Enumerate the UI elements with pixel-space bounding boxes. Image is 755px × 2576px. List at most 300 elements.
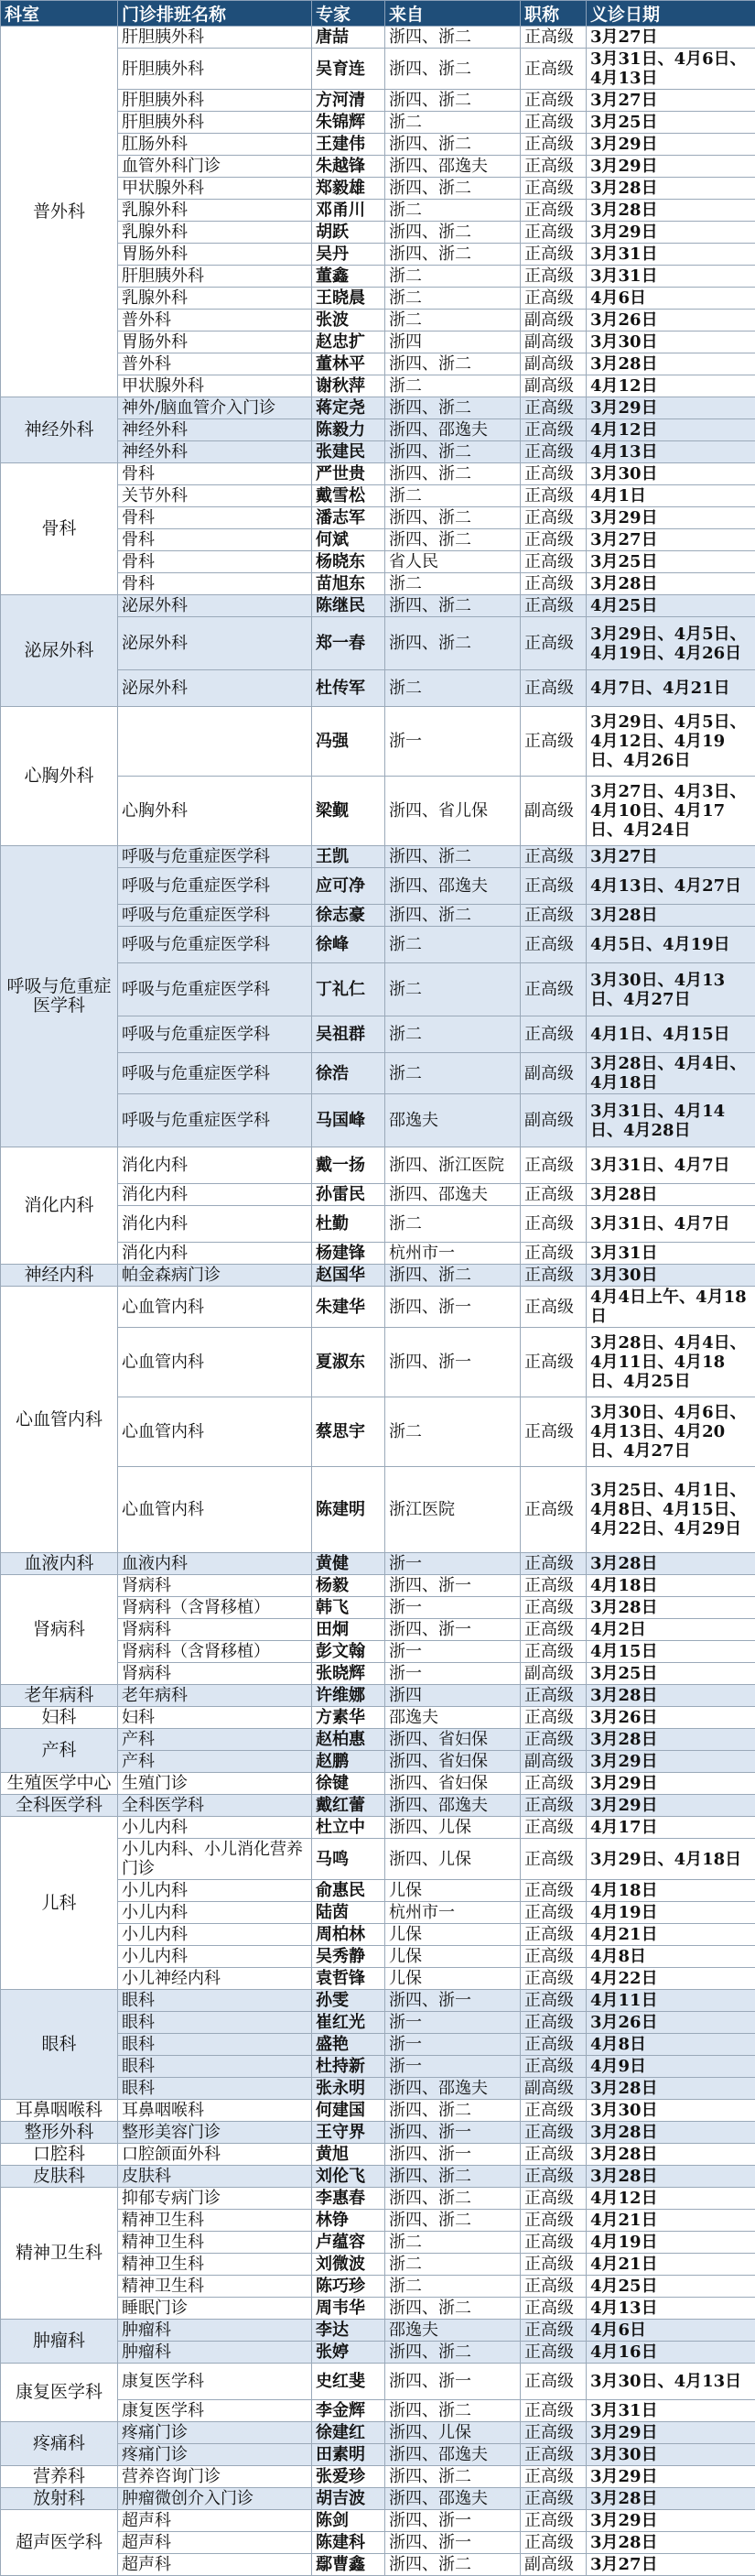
clinic-cell: 呼吸与危重症医学科 [118,927,312,963]
expert-cell: 朱越锋 [312,156,385,178]
expert-cell: 蔡思宇 [312,1397,385,1467]
from-cell: 杭州市一 [385,1243,521,1265]
date-cell: 4月15日 [587,1641,755,1663]
date-cell: 4月22日 [587,1968,755,1990]
from-cell: 浙四、儿保 [385,1839,521,1880]
clinic-cell: 口腔颌面外科 [118,2144,312,2166]
title-cell: 正高级 [521,2466,587,2488]
from-cell: 浙二 [385,1053,521,1094]
from-cell: 浙四、浙二 [385,441,521,463]
title-cell: 正高级 [521,868,587,905]
date-cell: 4月13日 [587,441,755,463]
department-cell: 产科 [1,1729,118,1773]
clinic-cell: 乳腺外科 [118,222,312,244]
date-cell: 3月25日 [587,1663,755,1685]
clinic-cell: 超声科 [118,2554,312,2576]
date-cell: 4月18日 [587,1880,755,1902]
clinic-cell: 妇科 [118,1707,312,1729]
expert-cell: 冯强 [312,707,385,777]
from-cell: 浙一 [385,707,521,777]
clinic-cell [118,707,312,777]
table-row [1,2100,755,2122]
from-cell: 浙二 [385,670,521,707]
date-cell: 3月29日、4月5日、4月12日、4月19日、4月26日 [587,707,755,777]
clinic-cell: 消化内科 [118,1147,312,1184]
title-cell: 正高级 [521,2166,587,2188]
clinic-cell: 肝胆胰外科 [118,266,312,288]
from-cell: 邵逸夫 [385,1094,521,1147]
date-cell: 3月28日 [587,1597,755,1619]
expert-cell: 蒋定尧 [312,397,385,419]
date-cell: 3月26日 [587,2012,755,2034]
from-cell: 浙四、浙二 [385,846,521,868]
title-cell: 正高级 [521,2342,587,2364]
expert-cell: 林铮 [312,2210,385,2232]
expert-cell: 周柏林 [312,1924,385,1946]
department-cell: 神经外科 [1,397,118,463]
expert-cell: 杜持新 [312,2056,385,2078]
date-cell: 4月8日 [587,1946,755,1968]
date-cell: 3月29日、4月5日、4月19日、4月26日 [587,617,755,670]
department-cell: 精神卫生科 [1,2188,118,2320]
title-cell: 正高级 [521,905,587,927]
title-cell: 正高级 [521,1990,587,2012]
date-cell: 3月29日、4月18日 [587,1839,755,1880]
clinic-cell: 骨科 [118,573,312,595]
department-cell: 整形外科 [1,2122,118,2144]
title-cell: 副高级 [521,332,587,353]
table-row [1,2510,755,2532]
table-row [1,1575,755,1597]
from-cell: 浙四、浙一 [385,2144,521,2166]
expert-cell: 王建伟 [312,134,385,156]
clinic-cell: 胃肠外科 [118,332,312,353]
from-cell: 浙四、浙一 [385,2532,521,2554]
expert-cell: 戴一扬 [312,1147,385,1184]
date-cell: 3月31日、4月7日 [587,1147,755,1184]
date-cell: 3月29日 [587,1795,755,1817]
date-cell: 3月27日 [587,846,755,868]
clinic-cell: 呼吸与危重症医学科 [118,1016,312,1053]
title-cell: 正高级 [521,463,587,485]
expert-cell: 陈建科 [312,2532,385,2554]
date-cell: 4月1日、4月15日 [587,1016,755,1053]
date-cell: 3月28日 [587,1729,755,1751]
title-cell: 正高级 [521,2276,587,2298]
expert-cell: 苗旭东 [312,573,385,595]
from-cell: 浙一 [385,2034,521,2056]
header-clinic: 门诊排班名称 [118,1,312,27]
expert-cell: 王凯 [312,846,385,868]
clinic-cell: 眼科 [118,1990,312,2012]
from-cell: 浙一 [385,1553,521,1575]
table-row [1,1287,755,1328]
title-cell: 正高级 [521,134,587,156]
clinic-cell: 甲状腺外科 [118,375,312,397]
expert-cell: 张建民 [312,441,385,463]
expert-cell: 杨晓东 [312,551,385,573]
title-cell: 副高级 [521,777,587,846]
date-cell: 3月31日 [587,2400,755,2422]
clinic-cell: 神经外科 [118,441,312,463]
clinic-cell: 康复医学科 [118,2400,312,2422]
title-cell: 正高级 [521,1839,587,1880]
department-cell: 神经内科 [1,1265,118,1287]
department-cell: 全科医学科 [1,1795,118,1817]
expert-cell: 徐志豪 [312,905,385,927]
clinic-cell: 肛肠外科 [118,134,312,156]
title-cell: 副高级 [521,2078,587,2100]
from-cell: 浙四、浙二 [385,222,521,244]
title-cell: 正高级 [521,2510,587,2532]
table-row [1,846,755,868]
clinic-cell: 关节外科 [118,485,312,507]
clinic-cell: 精神卫生科 [118,2276,312,2298]
expert-cell: 马鸣 [312,1839,385,1880]
title-cell: 正高级 [521,1287,587,1328]
clinic-cell: 肝胆胰外科 [118,49,312,90]
from-cell: 浙四、浙二 [385,2100,521,2122]
department-cell: 超声医学科 [1,2510,118,2576]
title-cell: 正高级 [521,2364,587,2400]
expert-cell: 严世贵 [312,463,385,485]
clinic-cell: 骨科 [118,463,312,485]
expert-cell: 胡跃 [312,222,385,244]
from-cell: 浙二 [385,200,521,222]
from-cell: 浙四、省儿保 [385,777,521,846]
expert-cell: 陈继民 [312,595,385,617]
clinic-cell: 肿瘤科 [118,2342,312,2364]
from-cell: 浙二 [385,927,521,963]
department-cell: 皮肤科 [1,2166,118,2188]
expert-cell: 杜勤 [312,1206,385,1243]
title-cell: 副高级 [521,375,587,397]
department-cell: 消化内科 [1,1147,118,1265]
date-cell: 3月29日 [587,2510,755,2532]
title-cell: 正高级 [521,244,587,266]
from-cell: 浙四、浙二 [385,905,521,927]
date-cell: 3月27日、4月3日、4月10日、4月17日、4月24日 [587,777,755,846]
from-cell: 浙一 [385,1597,521,1619]
title-cell: 正高级 [521,670,587,707]
date-cell: 3月28日 [587,2488,755,2510]
date-cell: 4月16日 [587,2342,755,2364]
expert-cell: 彭文翰 [312,1641,385,1663]
title-cell: 正高级 [521,1265,587,1287]
from-cell: 浙四、浙二 [385,2210,521,2232]
expert-cell: 杜传军 [312,670,385,707]
expert-cell: 何斌 [312,529,385,551]
title-cell: 正高级 [521,1946,587,1968]
title-cell: 正高级 [521,200,587,222]
date-cell: 4月12日 [587,375,755,397]
from-cell: 浙四、浙二 [385,2342,521,2364]
clinic-cell: 乳腺外科 [118,288,312,310]
from-cell: 浙四、浙一 [385,2122,521,2144]
title-cell: 正高级 [521,222,587,244]
clinic-cell: 消化内科 [118,1206,312,1243]
from-cell: 浙四、浙二 [385,617,521,670]
title-cell: 正高级 [521,573,587,595]
date-cell: 4月7日、4月21日 [587,670,755,707]
title-cell: 正高级 [521,1467,587,1553]
clinic-cell: 血管外科门诊 [118,156,312,178]
title-cell: 正高级 [521,1641,587,1663]
from-cell: 浙二 [385,2276,521,2298]
from-cell: 浙四、浙二 [385,595,521,617]
department-cell: 生殖医学中心 [1,1773,118,1795]
title-cell: 正高级 [521,1707,587,1729]
expert-cell: 董林平 [312,353,385,375]
date-cell: 3月27日 [587,2554,755,2576]
date-cell: 3月28日 [587,200,755,222]
date-cell: 3月29日 [587,1773,755,1795]
expert-cell: 郑一春 [312,617,385,670]
from-cell: 儿保 [385,1968,521,1990]
expert-cell: 杨毅 [312,1575,385,1597]
date-cell: 3月29日 [587,2422,755,2444]
from-cell: 浙二 [385,310,521,332]
clinic-cell: 疼痛门诊 [118,2422,312,2444]
clinic-cell: 消化内科 [118,1184,312,1206]
title-cell: 正高级 [521,49,587,90]
from-cell: 儿保 [385,1880,521,1902]
title-cell: 副高级 [521,1053,587,1094]
date-cell: 4月2日 [587,1619,755,1641]
clinic-cell: 骨科 [118,529,312,551]
date-cell: 3月26日 [587,310,755,332]
clinic-cell: 神经外科 [118,419,312,441]
table-row [1,1990,755,2012]
expert-cell: 戴红蕾 [312,1795,385,1817]
title-cell: 副高级 [521,353,587,375]
from-cell: 浙四、邵逸夫 [385,156,521,178]
clinic-cell: 甲状腺外科 [118,178,312,200]
expert-cell: 黄健 [312,1553,385,1575]
clinic-cell: 骨科 [118,551,312,573]
date-cell: 3月29日 [587,397,755,419]
expert-cell: 丁礼仁 [312,963,385,1016]
from-cell: 浙二 [385,288,521,310]
date-cell: 4月5日、4月19日 [587,927,755,963]
expert-cell: 张婷 [312,2342,385,2364]
clinic-cell: 肿瘤科 [118,2320,312,2342]
clinic-cell: 帕金森病门诊 [118,1265,312,1287]
clinic-cell: 眼科 [118,2056,312,2078]
expert-cell: 黄旭 [312,2144,385,2166]
clinic-cell: 肾病科（含肾移植） [118,1597,312,1619]
expert-cell: 张波 [312,310,385,332]
from-cell: 浙四、省妇保 [385,1751,521,1773]
title-cell: 正高级 [521,1924,587,1946]
date-cell: 4月6日 [587,288,755,310]
department-cell: 康复医学科 [1,2364,118,2422]
table-row [1,1795,755,1817]
table-row [1,2488,755,2510]
title-cell: 正高级 [521,419,587,441]
from-cell: 浙二 [385,1397,521,1467]
header-title: 职称 [521,1,587,27]
clinic-cell: 心血管内科 [118,1397,312,1467]
expert-cell: 应可净 [312,868,385,905]
clinic-cell: 超声科 [118,2510,312,2532]
expert-cell: 朱建华 [312,1287,385,1328]
expert-cell: 朱锦辉 [312,112,385,134]
from-cell: 浙四、省妇保 [385,1773,521,1795]
expert-cell: 谢秋萍 [312,375,385,397]
from-cell: 浙二 [385,112,521,134]
clinic-cell: 眼科 [118,2078,312,2100]
from-cell: 儿保 [385,1946,521,1968]
title-cell: 正高级 [521,551,587,573]
title-cell: 正高级 [521,2422,587,2444]
date-cell: 3月31日、4月7日 [587,1206,755,1243]
date-cell: 3月27日 [587,27,755,49]
title-cell: 正高级 [521,1184,587,1206]
department-cell: 心血管内科 [1,1287,118,1553]
title-cell: 正高级 [521,2488,587,2510]
date-cell: 3月29日 [587,507,755,529]
from-cell: 浙四、浙一 [385,1990,521,2012]
expert-cell: 陈毅力 [312,419,385,441]
from-cell: 浙四、浙二 [385,1265,521,1287]
title-cell: 正高级 [521,1968,587,1990]
date-cell: 4月18日 [587,1575,755,1597]
date-cell: 3月31日、4月6日、4月13日 [587,49,755,90]
from-cell: 浙四 [385,1685,521,1707]
department-cell: 肾病科 [1,1575,118,1685]
department-cell: 老年病科 [1,1685,118,1707]
date-cell: 3月28日 [587,178,755,200]
department-cell: 血液内科 [1,1553,118,1575]
from-cell: 浙四、浙一 [385,2364,521,2400]
table-row [1,1685,755,1707]
date-cell: 4月19日 [587,1902,755,1924]
title-cell: 正高级 [521,178,587,200]
clinic-cell: 康复医学科 [118,2364,312,2400]
title-cell: 正高级 [521,507,587,529]
date-cell: 3月25日 [587,112,755,134]
title-cell: 正高级 [521,1016,587,1053]
title-cell: 正高级 [521,2532,587,2554]
expert-cell: 张晓辉 [312,1663,385,1685]
date-cell: 3月31日 [587,1243,755,1265]
from-cell: 浙四、浙二 [385,90,521,112]
department-cell: 心胸外科 [1,707,118,846]
department-cell: 泌尿外科 [1,595,118,707]
clinic-cell: 全科医学科 [118,1795,312,1817]
title-cell: 正高级 [521,112,587,134]
expert-cell: 李惠春 [312,2188,385,2210]
table-row [1,707,755,777]
date-cell: 4月12日 [587,2188,755,2210]
date-cell: 3月29日 [587,222,755,244]
from-cell: 浙二 [385,485,521,507]
expert-cell: 郑毅雄 [312,178,385,200]
expert-cell: 孙雯 [312,1990,385,2012]
from-cell: 浙江医院 [385,1467,521,1553]
from-cell: 浙四、浙二 [385,529,521,551]
date-cell: 4月1日 [587,485,755,507]
date-cell: 4月13日、4月27日 [587,868,755,905]
date-cell: 4月21日 [587,2210,755,2232]
date-cell: 4月4日上午、4月18日 [587,1287,755,1328]
from-cell: 浙四、浙二 [385,463,521,485]
expert-cell: 马国峰 [312,1094,385,1147]
clinic-cell: 精神卫生科 [118,2254,312,2276]
clinic-cell: 肝胆胰外科 [118,90,312,112]
clinic-cell: 乳腺外科 [118,200,312,222]
expert-cell: 夏淑东 [312,1328,385,1397]
expert-cell: 方河清 [312,90,385,112]
date-cell: 3月31日、4月14日、4月28日 [587,1094,755,1147]
department-cell: 骨科 [1,463,118,595]
date-cell: 3月31日 [587,244,755,266]
expert-cell: 戴雪松 [312,485,385,507]
clinic-cell: 肾病科 [118,1575,312,1597]
from-cell: 浙四、浙二 [385,2466,521,2488]
from-cell: 浙四、邵逸夫 [385,2078,521,2100]
clinic-cell: 疼痛门诊 [118,2444,312,2466]
date-cell: 4月25日 [587,595,755,617]
department-cell: 疼痛科 [1,2422,118,2466]
table-row [1,2166,755,2188]
expert-cell: 鄢曹鑫 [312,2554,385,2576]
title-cell: 正高级 [521,707,587,777]
title-cell: 副高级 [521,1094,587,1147]
department-cell: 肿瘤科 [1,2320,118,2364]
from-cell: 浙四、浙二 [385,178,521,200]
title-cell: 正高级 [521,927,587,963]
table-row [1,463,755,485]
expert-cell: 盛艳 [312,2034,385,2056]
clinic-cell: 肝胆胰外科 [118,112,312,134]
schedule-body [1,27,755,2576]
title-cell: 正高级 [521,1206,587,1243]
expert-cell: 卢蕴容 [312,2232,385,2254]
title-cell: 正高级 [521,1597,587,1619]
clinic-cell: 产科 [118,1751,312,1773]
from-cell: 浙四、浙江医院 [385,1147,521,1184]
date-cell: 3月25日、4月1日、4月8日、4月15日、4月22日、4月29日 [587,1467,755,1553]
expert-cell: 孙雷民 [312,1184,385,1206]
table-row [1,2188,755,2210]
clinic-cell: 老年病科 [118,1685,312,1707]
from-cell: 浙二 [385,2254,521,2276]
from-cell: 浙四、浙二 [385,2188,521,2210]
date-cell: 3月29日 [587,156,755,178]
date-cell: 3月26日 [587,1707,755,1729]
department-cell: 普外科 [1,27,118,397]
from-cell: 浙一 [385,2012,521,2034]
date-cell: 3月31日 [587,266,755,288]
title-cell: 正高级 [521,1817,587,1839]
clinic-cell: 耳鼻咽喉科 [118,2100,312,2122]
clinic-cell: 血液内科 [118,1553,312,1575]
date-cell: 4月6日 [587,2320,755,2342]
date-cell: 4月21日 [587,2254,755,2276]
clinic-cell: 生殖门诊 [118,1773,312,1795]
from-cell: 浙四、省妇保 [385,1729,521,1751]
clinic-cell: 呼吸与危重症医学科 [118,1094,312,1147]
from-cell: 浙四、邵逸夫 [385,1184,521,1206]
date-cell: 3月28日 [587,905,755,927]
clinic-cell: 小儿内科 [118,1817,312,1839]
from-cell: 浙四、浙二 [385,2298,521,2320]
from-cell: 浙四、浙二 [385,507,521,529]
date-cell: 3月28日 [587,573,755,595]
expert-cell: 吴秀静 [312,1946,385,1968]
